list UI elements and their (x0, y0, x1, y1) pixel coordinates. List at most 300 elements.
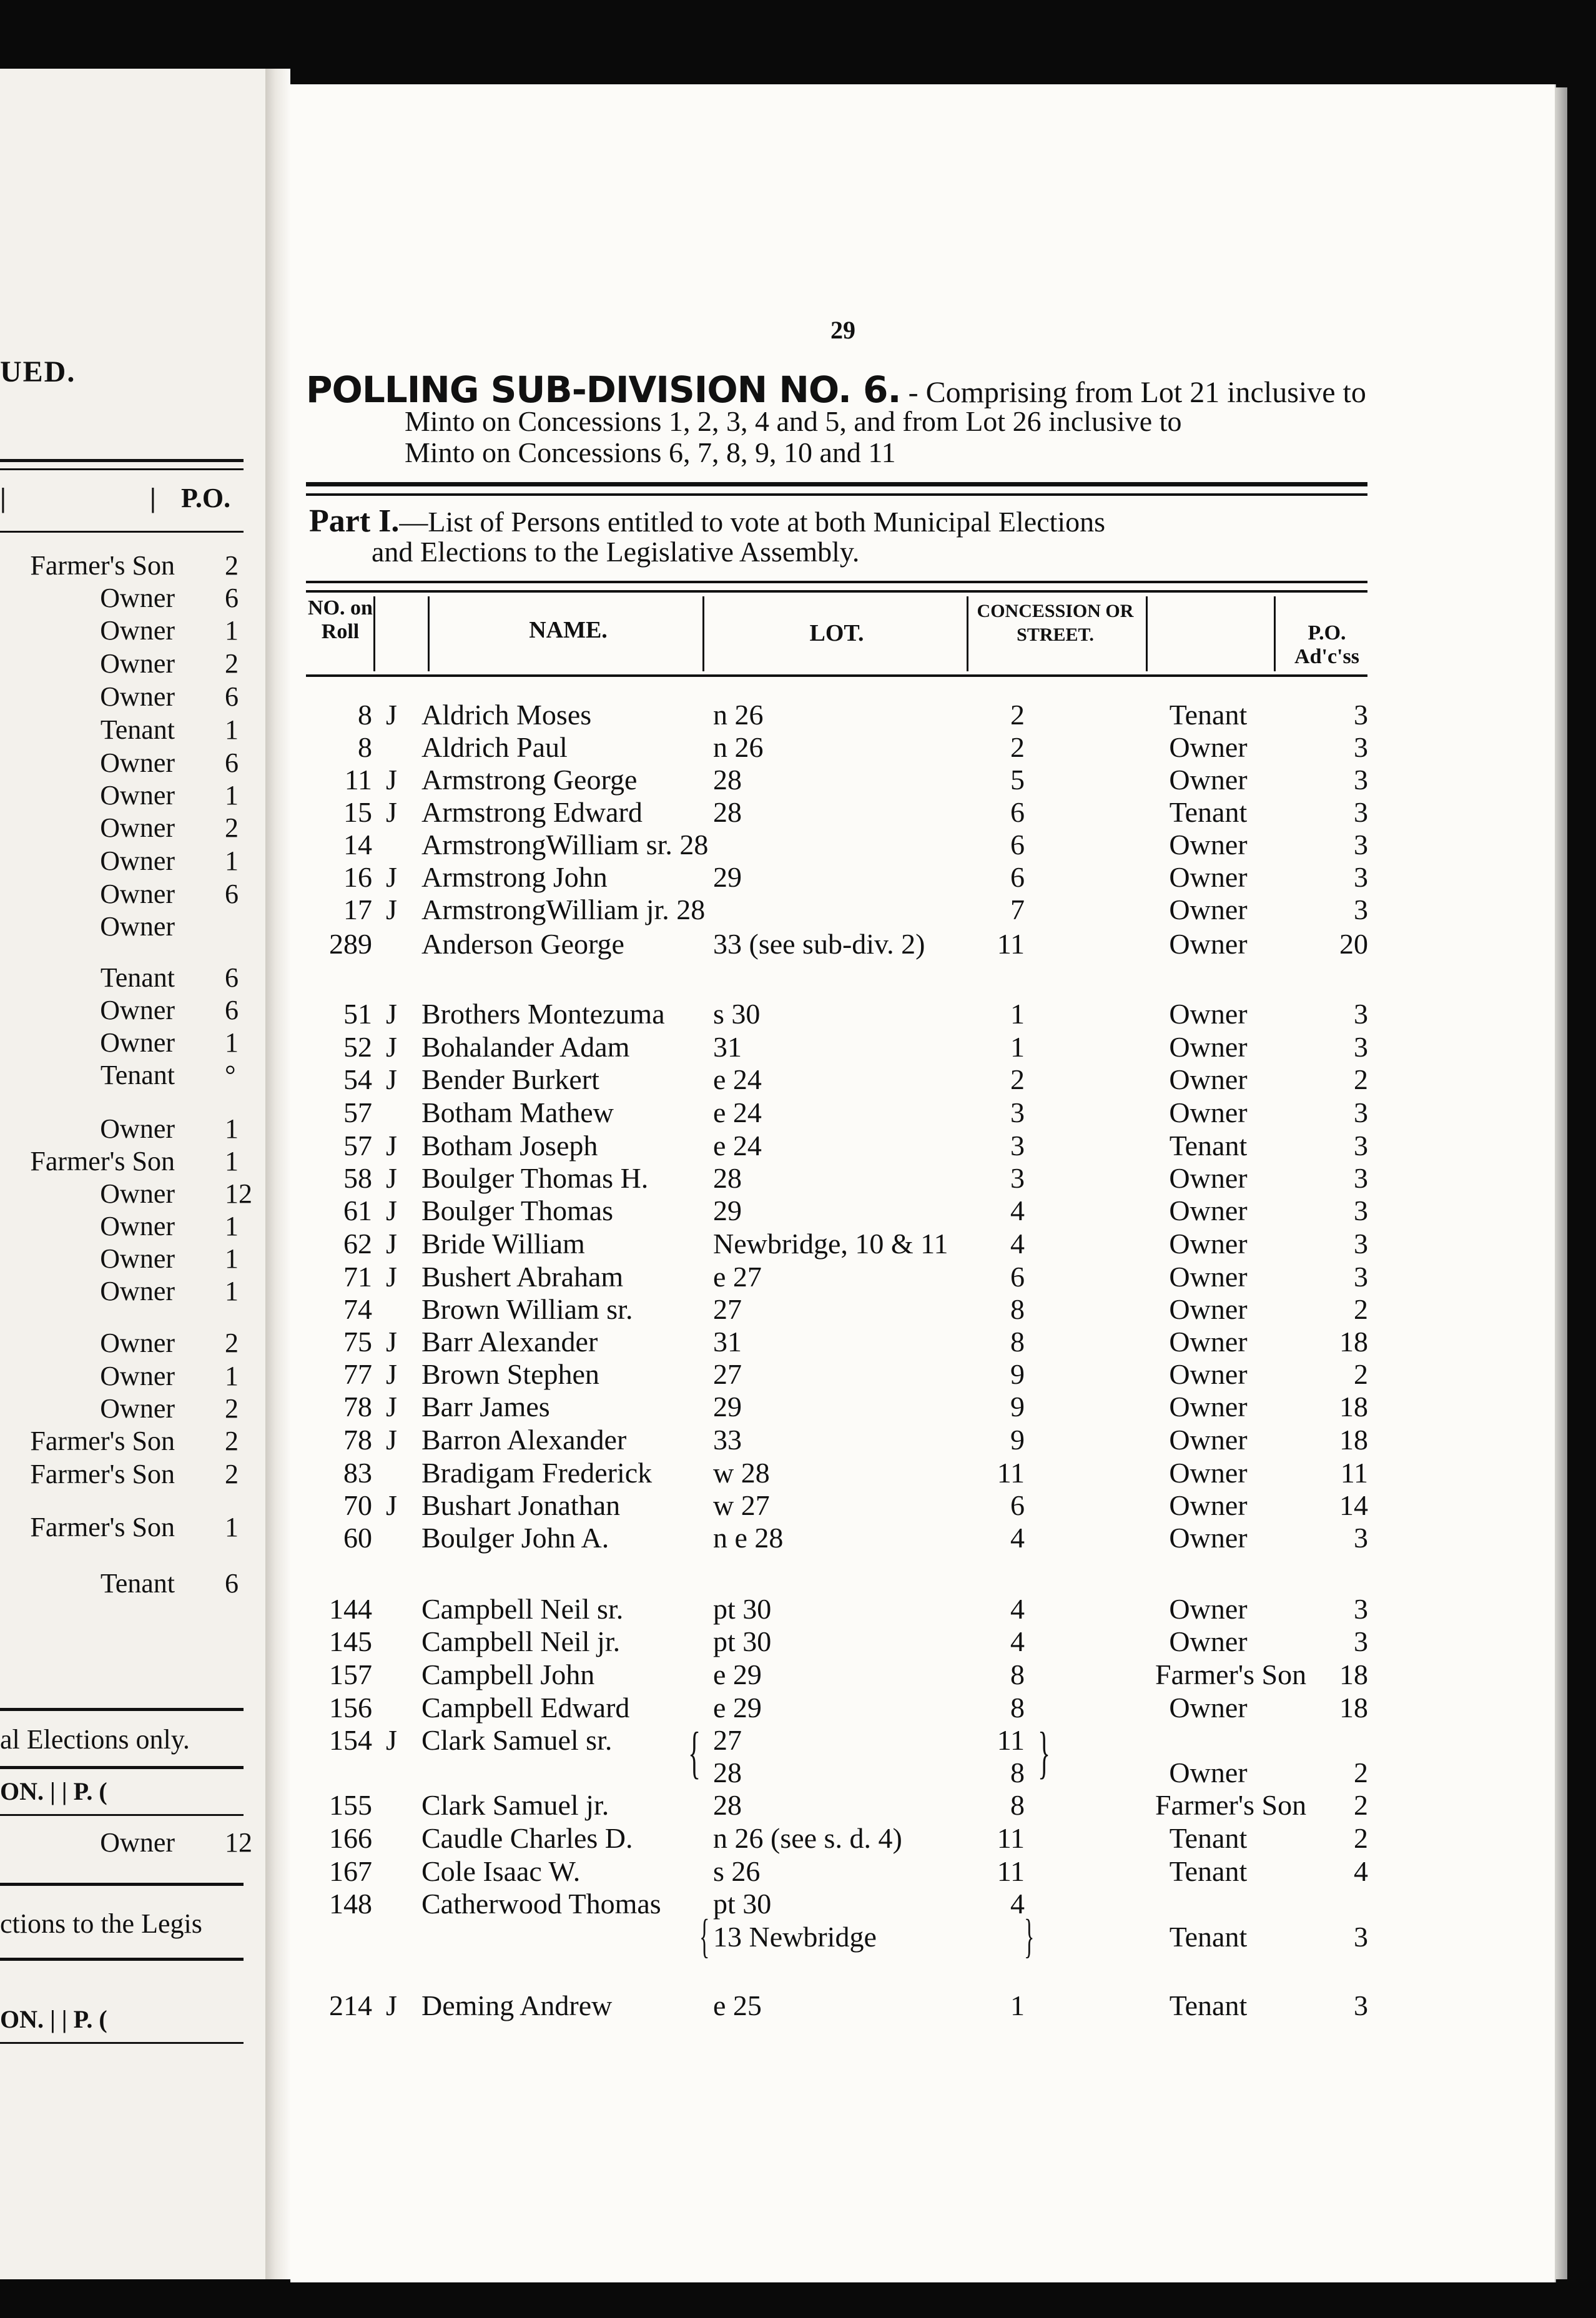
voter-name: Botham Mathew (421, 1097, 614, 1128)
table-row (0, 1161, 1596, 1194)
voter-name: Clark Samuel jr. (421, 1789, 609, 1821)
table-row (0, 861, 1596, 893)
roll-number: 8 (358, 731, 372, 763)
voter-name: Aldrich Moses (421, 699, 592, 731)
left-page-rule (0, 468, 244, 470)
roll-number: 16 (343, 861, 372, 893)
roll-number: 144 (329, 1593, 372, 1625)
section-title-line3: Minto on Concessions 6, 7, 8, 9, 10 and 11 (405, 436, 896, 468)
status: Owner (1169, 1195, 1248, 1226)
po-address: 2 (1354, 1293, 1368, 1325)
concession: 11 (997, 1457, 1025, 1489)
po-address: 3 (1354, 699, 1368, 731)
left-page-status: Owner (100, 1211, 175, 1241)
status: Owner (1169, 1692, 1248, 1724)
status: Owner (1169, 1391, 1248, 1423)
lot: 29 (713, 861, 742, 893)
juror-mark: J (386, 861, 397, 893)
table-row (0, 731, 1596, 763)
roll-number: 77 (343, 1358, 372, 1390)
table-row (0, 1129, 1596, 1161)
title-rule (306, 493, 1367, 496)
po-address: 3 (1354, 1625, 1368, 1657)
juror-mark: J (386, 796, 397, 828)
left-page-row (0, 550, 250, 582)
voter-name: Caudle Charles D. (421, 1822, 633, 1854)
status: Owner (1169, 1063, 1248, 1095)
left-page-row (0, 962, 250, 994)
left-page-status: Owner (100, 747, 175, 778)
po-address: 3 (1354, 1593, 1368, 1625)
brace-right: } (1024, 1910, 1035, 1963)
table-row (0, 796, 1596, 828)
header-name: NAME. (529, 617, 608, 643)
concession: 4 (1010, 1888, 1025, 1920)
table-row (0, 1489, 1596, 1521)
table-rule (306, 581, 1367, 583)
status: Owner (1169, 894, 1248, 925)
juror-mark: J (386, 1424, 397, 1456)
concession: 6 (1010, 796, 1025, 828)
left-page-po: 2 (225, 550, 239, 581)
column-divider (428, 596, 430, 671)
juror-mark: J (386, 1162, 397, 1194)
concession: 8 (1010, 1659, 1025, 1690)
status: Owner (1169, 829, 1248, 861)
left-page-status: Owner (100, 615, 175, 646)
po-address: 2 (1354, 1063, 1368, 1095)
left-page-po: 1 (225, 1276, 239, 1306)
left-page-po: 6 (225, 1568, 239, 1599)
roll-number: 157 (329, 1659, 372, 1690)
roll-number: 74 (343, 1293, 372, 1325)
left-page-status: Owner (100, 911, 175, 942)
left-page-po: 1 (225, 1027, 239, 1058)
po-address: 3 (1354, 1097, 1368, 1128)
status: Owner (1169, 1031, 1248, 1063)
status: Farmer's Son (1155, 1789, 1307, 1821)
concession: 1 (1010, 1031, 1025, 1063)
left-page-status: Owner (100, 1027, 175, 1058)
juror-mark: J (386, 1195, 397, 1226)
table-row (0, 1358, 1596, 1390)
left-page-fragment: UED. | | P.O. Farmer's Son 2 Owner 6 Owner 1 Owner 2 Owner 6 Tenant 1 Owner 6 Owner 1 Owner 2 Owner 1 Owner 6 Owner Tenant 6 Owner 6 Owner 1 Tenant ° Owner 1 Farmer's Son 1 Owner 12 Owner 1 Owner 1 Owner 1 Owner 2 Owner 1 Owner 2 Farmer's Son 2 Farmer's Son 2 Farmer's Son 1 Tenant 6 al Elections only. ON. | | P. ( Owner 12 ctions to the Legis ON. | | P. ( (0, 69, 265, 2279)
roll-number: 78 (343, 1391, 372, 1423)
part-text: —List of Persons entitled to vote at both Municipal Elections (399, 506, 1106, 538)
voter-name: Campbell John (421, 1659, 595, 1690)
voter-name: Cole Isaac W. (421, 1855, 581, 1887)
status: Tenant (1169, 1990, 1248, 2021)
lot: pt 30 (713, 1888, 772, 1920)
concession: 11 (997, 1724, 1025, 1756)
status: Owner (1169, 1757, 1248, 1788)
status: Owner (1169, 861, 1248, 893)
roll-number: 57 (343, 1130, 372, 1161)
lot: 28 (713, 764, 742, 796)
concession: 11 (997, 928, 1025, 960)
concession: 9 (1010, 1424, 1025, 1456)
po-address: 3 (1354, 731, 1368, 763)
left-page-heading: UED. (0, 355, 76, 388)
lot: 27 (713, 1293, 742, 1325)
lot: pt 30 (713, 1625, 772, 1657)
table-row (0, 1658, 1596, 1690)
table-row (0, 927, 1596, 960)
po-address: 2 (1354, 1789, 1368, 1821)
table-row (0, 1691, 1596, 1724)
voter-name: Armstrong Edward (421, 796, 643, 828)
po-address: 2 (1354, 1757, 1368, 1788)
voter-name: Catherwood Thomas (421, 1888, 661, 1920)
status: Farmer's Son (1155, 1659, 1307, 1690)
part-heading (309, 503, 1105, 540)
roll-number: 148 (329, 1888, 372, 1920)
part-label: Part I. (309, 503, 400, 539)
po-address: 3 (1354, 1990, 1368, 2021)
table-row (0, 1325, 1596, 1358)
juror-mark: J (386, 1326, 397, 1358)
table-row (0, 1822, 1596, 1854)
lot: 28 (713, 1789, 742, 1821)
table-row (0, 1521, 1596, 1554)
left-page-status: Owner (100, 681, 175, 712)
voter-name: Botham Joseph (421, 1130, 598, 1161)
left-page-status: Owner (100, 583, 175, 613)
table-row (0, 1855, 1596, 1887)
voter-name: Barr Alexander (421, 1326, 598, 1358)
left-page-status: Farmer's Son (30, 1426, 175, 1456)
juror-mark: J (386, 1358, 397, 1390)
lot: 29 (713, 1195, 742, 1226)
po-address: 3 (1354, 1195, 1368, 1226)
column-divider (1146, 596, 1148, 671)
lot: s 30 (713, 998, 761, 1030)
voter-name: Bohalander Adam (421, 1031, 630, 1063)
status: Owner (1169, 731, 1248, 763)
left-page-po: 1 (225, 1512, 239, 1542)
juror-mark: J (386, 1391, 397, 1423)
lot: 27 (713, 1358, 742, 1390)
voter-name: Anderson George (421, 928, 624, 960)
lot: n 26 (see s. d. 4) (713, 1822, 902, 1854)
lot: s 26 (713, 1855, 761, 1887)
left-page-po: 6 (225, 681, 239, 712)
left-page-status: Farmer's Son (30, 550, 175, 581)
left-page-po: 2 (225, 812, 239, 843)
roll-number: 145 (329, 1625, 372, 1657)
status: Owner (1169, 1162, 1248, 1194)
left-page-po: 2 (225, 1459, 239, 1489)
concession: 6 (1010, 829, 1025, 861)
roll-number: 57 (343, 1097, 372, 1128)
lot: 28 (713, 796, 742, 828)
left-page-status: Owner (100, 846, 175, 876)
concession: 7 (1010, 894, 1025, 925)
table-row (0, 1592, 1596, 1625)
left-page-status: Owner (100, 1178, 175, 1209)
concession: 3 (1010, 1162, 1025, 1194)
roll-number: 78 (343, 1424, 372, 1456)
juror-mark: J (386, 1063, 397, 1095)
roll-number: 15 (343, 796, 372, 828)
part-text-line2: and Elections to the Legislative Assembly. (372, 536, 860, 568)
lot: 29 (713, 1391, 742, 1423)
status: Tenant (1169, 1130, 1248, 1161)
left-page-po: 1 (225, 615, 239, 646)
po-address: 18 (1339, 1391, 1368, 1423)
status: Owner (1169, 1293, 1248, 1325)
concession: 1 (1010, 998, 1025, 1030)
table-row (0, 1989, 1596, 2021)
table-row (0, 1887, 1596, 1920)
table-row (0, 997, 1596, 1030)
concession: 2 (1010, 1063, 1025, 1095)
voter-name: Brown Stephen (421, 1358, 599, 1390)
concession: 9 (1010, 1391, 1025, 1423)
roll-number: 156 (329, 1692, 372, 1724)
lot: w 28 (713, 1457, 770, 1489)
po-address: 2 (1354, 1822, 1368, 1854)
left-page-rule (0, 531, 244, 533)
roll-number: 51 (343, 998, 372, 1030)
lot: w 27 (713, 1489, 770, 1521)
voter-name: Boulger Thomas H. (421, 1162, 649, 1194)
header-lot: LOT. (809, 620, 864, 646)
juror-mark: J (386, 1489, 397, 1521)
voter-name: Armstrong George (421, 764, 638, 796)
concession: 8 (1010, 1326, 1025, 1358)
juror-mark: J (386, 1130, 397, 1161)
status: Owner (1169, 1489, 1248, 1521)
left-page-po: ° (225, 1060, 236, 1090)
voter-name: Bradigam Frederick (421, 1457, 653, 1489)
po-address: 11 (1340, 1457, 1368, 1489)
concession: 6 (1010, 861, 1025, 893)
status: Owner (1169, 998, 1248, 1030)
left-page-po: 6 (225, 583, 239, 613)
po-address: 3 (1354, 861, 1368, 893)
voter-name: ArmstrongWilliam jr. 28 (421, 894, 706, 925)
concession: 2 (1010, 699, 1025, 731)
lot: 13 Newbridge (713, 1921, 877, 1953)
voter-name: Campbell Neil jr. (421, 1625, 621, 1657)
concession: 9 (1010, 1358, 1025, 1390)
left-page-section-text: ctions to the Legis (0, 1908, 202, 1939)
voter-name: Aldrich Paul (421, 731, 568, 763)
lot: e 27 (713, 1261, 762, 1293)
roll-number: 166 (329, 1822, 372, 1854)
column-divider (1274, 596, 1276, 671)
left-page-row (0, 648, 250, 680)
status: Tenant (1169, 1822, 1248, 1854)
table-row (0, 1756, 1596, 1788)
table-row (0, 1625, 1596, 1657)
voter-name: ArmstrongWilliam sr. 28 (421, 829, 709, 861)
left-page-row (0, 614, 250, 647)
title-rule (306, 482, 1367, 486)
status: Owner (1169, 1625, 1248, 1657)
po-address: 4 (1354, 1855, 1368, 1887)
left-page-status: Owner (100, 1276, 175, 1306)
table-row (0, 1194, 1596, 1226)
lot: 31 (713, 1031, 742, 1063)
juror-mark: J (386, 998, 397, 1030)
left-page-status: Owner (100, 1113, 175, 1144)
table-row (0, 1260, 1596, 1293)
concession: 8 (1010, 1757, 1025, 1788)
lot: e 29 (713, 1692, 762, 1724)
status: Owner (1169, 1522, 1248, 1554)
juror-mark: J (386, 1724, 397, 1756)
po-address: 3 (1354, 764, 1368, 796)
left-page-po: 1 (225, 1146, 239, 1176)
juror-mark: J (386, 1261, 397, 1293)
lot: 31 (713, 1326, 742, 1358)
brace-left: { (699, 1910, 710, 1963)
status: Tenant (1169, 699, 1248, 731)
roll-number: 154 (329, 1724, 372, 1756)
concession: 6 (1010, 1489, 1025, 1521)
voter-name: Barr James (421, 1391, 550, 1423)
lot: e 24 (713, 1130, 762, 1161)
roll-number: 52 (343, 1031, 372, 1063)
table-row (0, 1724, 1596, 1756)
table-rule (306, 674, 1367, 677)
left-page-row (0, 582, 250, 614)
left-page-status: Tenant (100, 1060, 175, 1090)
left-page-po: 6 (225, 962, 239, 993)
concession: 11 (997, 1855, 1025, 1887)
lot: 28 (713, 1757, 742, 1788)
roll-number: 54 (343, 1063, 372, 1095)
po-address: 3 (1354, 894, 1368, 925)
table-rule (306, 590, 1367, 593)
roll-number: 8 (358, 699, 372, 731)
roll-number: 71 (343, 1261, 372, 1293)
lot: n e 28 (713, 1522, 784, 1554)
roll-number: 14 (343, 829, 372, 861)
po-address: 20 (1339, 928, 1368, 960)
voter-name: Deming Andrew (421, 1990, 613, 2021)
table-row (0, 698, 1596, 731)
left-page-section-text: al Elections only. (0, 1724, 190, 1755)
po-address: 18 (1339, 1326, 1368, 1358)
status: Tenant (1169, 796, 1248, 828)
po-address: 3 (1354, 1130, 1368, 1161)
left-page-status: Owner (100, 780, 175, 811)
left-page-status: Owner (100, 648, 175, 679)
left-page-status: Owner (100, 1393, 175, 1424)
voter-name: Armstrong John (421, 861, 608, 893)
concession: 4 (1010, 1228, 1025, 1260)
po-address: 3 (1354, 1031, 1368, 1063)
left-page-po: 12 (225, 1178, 252, 1209)
table-row (0, 828, 1596, 861)
status: Owner (1169, 1261, 1248, 1293)
concession: 3 (1010, 1097, 1025, 1128)
status: Owner (1169, 1593, 1248, 1625)
page-number: 29 (830, 316, 855, 344)
lot: e 25 (713, 1990, 762, 2021)
concession: 6 (1010, 1261, 1025, 1293)
voter-name: Clark Samuel sr. (421, 1724, 613, 1756)
status: Owner (1169, 1097, 1248, 1128)
po-address: 3 (1354, 1522, 1368, 1554)
left-page-po: 1 (225, 1113, 239, 1144)
lot: e 29 (713, 1659, 762, 1690)
table-row (0, 1293, 1596, 1325)
status: Owner (1169, 928, 1248, 960)
voter-name: Bushert Abraham (421, 1261, 624, 1293)
status: Owner (1169, 1326, 1248, 1358)
juror-mark: J (386, 1228, 397, 1260)
lot: Newbridge, 10 & 11 (713, 1228, 948, 1260)
table-row (0, 763, 1596, 796)
roll-number: 83 (343, 1457, 372, 1489)
status: Tenant (1169, 1855, 1248, 1887)
roll-number: 60 (343, 1522, 372, 1554)
left-page-po: 6 (225, 879, 239, 909)
voter-name: Campbell Edward (421, 1692, 630, 1724)
lot: e 24 (713, 1063, 762, 1095)
po-address: 3 (1354, 998, 1368, 1030)
po-address: 2 (1354, 1358, 1368, 1390)
roll-number: 289 (329, 928, 372, 960)
table-row (0, 1390, 1596, 1423)
left-page-po: 2 (225, 648, 239, 679)
po-address: 3 (1354, 829, 1368, 861)
table-row (0, 1423, 1596, 1456)
header-no-on-roll: NO. on Roll (308, 596, 373, 643)
lot: 33 (see sub-div. 2) (713, 928, 925, 960)
juror-mark: J (386, 894, 397, 925)
concession: 8 (1010, 1692, 1025, 1724)
roll-number: 11 (344, 764, 372, 796)
concession: 8 (1010, 1789, 1025, 1821)
left-page-status: Tenant (100, 1568, 175, 1599)
voter-name: Bender Burkert (421, 1063, 599, 1095)
lot: pt 30 (713, 1593, 772, 1625)
voter-name: Bride William (421, 1228, 585, 1260)
column-divider (967, 596, 968, 671)
table-row (0, 893, 1596, 925)
concession: 2 (1010, 731, 1025, 763)
po-address: 14 (1339, 1489, 1368, 1521)
po-address: 18 (1339, 1424, 1368, 1456)
status: Owner (1169, 1424, 1248, 1456)
voter-name: Campbell Neil sr. (421, 1593, 624, 1625)
table-row (0, 1030, 1596, 1063)
left-page-po: 2 (225, 1393, 239, 1424)
section-title-bold: POLLING SUB-DIVISION NO. 6. (306, 368, 901, 411)
lot: e 24 (713, 1097, 762, 1128)
voter-name: Bushart Jonathan (421, 1489, 621, 1521)
left-page-rule (0, 1958, 244, 1961)
table-row (0, 1920, 1596, 1953)
section-title-line2: Minto on Concessions 1, 2, 3, 4 and 5, and from Lot 26 inclusive to (405, 405, 1182, 437)
table-row (0, 1063, 1596, 1095)
left-page-po: 6 (225, 747, 239, 778)
roll-number: 62 (343, 1228, 372, 1260)
roll-number: 155 (329, 1789, 372, 1821)
left-page-status: Owner (100, 995, 175, 1025)
roll-number: 75 (343, 1326, 372, 1358)
status: Owner (1169, 1228, 1248, 1260)
concession: 4 (1010, 1593, 1025, 1625)
lot: n 26 (713, 699, 764, 731)
concession: 4 (1010, 1522, 1025, 1554)
voter-name: Boulger John A. (421, 1522, 609, 1554)
